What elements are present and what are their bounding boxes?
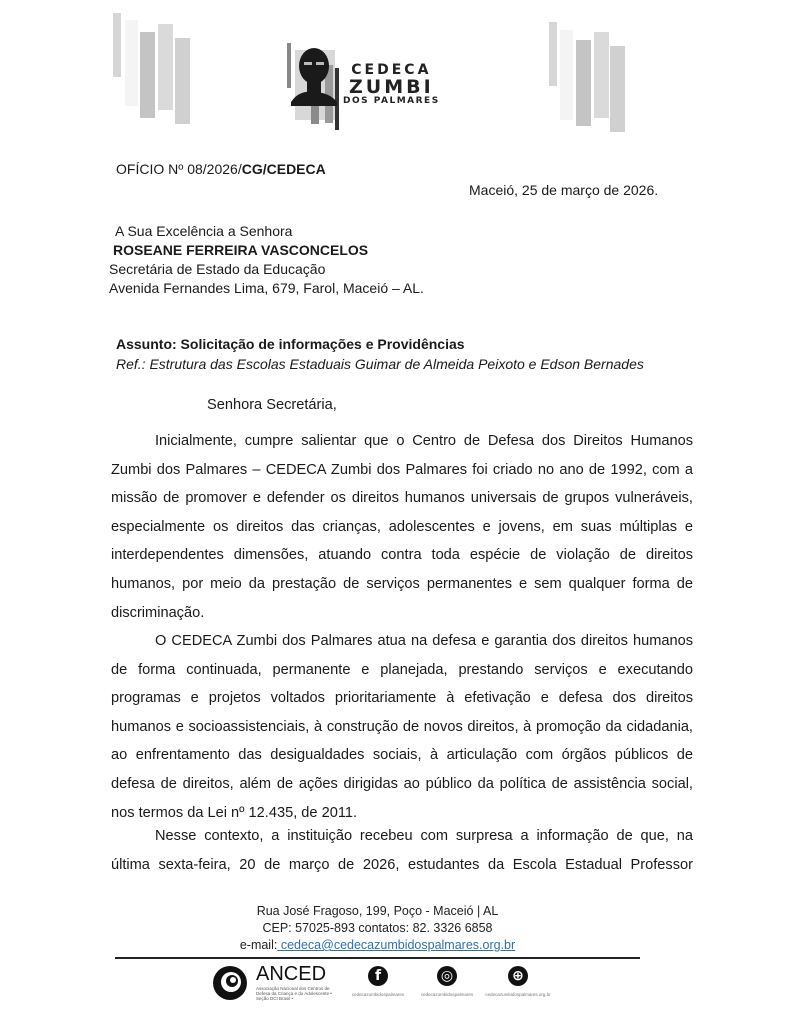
anced-emblem-icon [210,963,250,1003]
website-handle: cedecazumbidospalmares.org.br [485,992,551,997]
recipient-name: ROSEANE FERREIRA VASCONCELOS [113,242,369,258]
subject: Assunto: Solicitação de informações e Providências [116,336,465,352]
globe-www-icon: ⊕ [508,966,528,986]
cedeca-logo [285,40,485,130]
portrait-emblem-icon [285,40,345,130]
reference-line: Ref.: Estrutura das Escolas Estaduais Guimar de Almeida Peixoto e Edson Bernades [116,356,644,372]
paragraph-1: Inicialmente, cumpre salientar que o Centro de Defesa dos Direitos Humanos Zumbi dos Palmares – CEDECA Zumbi dos Palmares foi criado no ano de 1992, com a missão de promover e defender os direitos humanos universais de grupos vulneráveis, especialmente os direitos das crianças, adolescentes e jovens, em suas múltiplas e interdependentes dimensões, atuando contra toda espécie de violação de direitos humanos, por meio da prestação de serviços permanentes e sem qualquer forma de discriminação. [111,433,693,621]
logo-line-2: ZUMBI [349,76,434,98]
paragraph-3: Nesse contexto, a instituição recebeu com surpresa a informação de que, na última sexta-feira, 20 de março de 2026, estudantes da Escola Estadual Professor [111,828,693,873]
social-instagram[interactable] [407,966,487,997]
letter-body [111,427,693,627]
place-date: Maceió, 25 de março de 2026. [469,182,659,198]
greeting: Senhora Secretária, [207,397,337,413]
footer-email-line [115,937,640,954]
anced-title: ANCED [256,963,327,985]
facebook-icon: f [368,966,388,986]
oficio-reference [116,160,326,178]
recipient-salutation: A Sua Excelência a Senhora [115,223,293,239]
footer-divider [115,957,640,959]
oficio-reference-prefix: OFÍCIO Nº 08/2026/ [116,161,242,177]
letter-body-2 [111,627,693,827]
letter-body-3 [111,822,693,879]
recipient-address: Avenida Fernandes Lima, 679, Farol, Maceió – AL. [109,280,424,296]
social-facebook[interactable] [338,966,418,997]
recipient-title: Secretária de Estado da Educação [109,261,326,277]
paragraph-2: O CEDECA Zumbi dos Palmares atua na defesa e garantia dos direitos humanos de forma continuada, permanente e planejada, prestando serviços e executando programas e projetos voltados prioritariamente à efetivação e defesa dos direitos humanos e socioassistenciais, à construção de novos direitos, à promoção da cidadania, ao enfrentamento das desigualdades sociais, à articulação com órgãos públicos de defesa de direitos, além de ações dirigidas ao público da política de assistência social, nos termos da Lei nº 12.435, de 2011. [111,633,693,821]
oficio-reference-bold: CG/CEDECA [241,161,326,177]
logo-line-1: CEDECA [351,62,432,78]
anced-subtitle: Associação Nacional dos Centros de Defesa da Criança e do Adolescente • Seção DCI Brasil • [256,986,332,1001]
facebook-handle: cedecazumbidospalmares [351,992,405,997]
social-website[interactable] [478,966,558,997]
footer-email-link[interactable]: cedeca@cedecazumbidospalmares.org.br [277,938,516,952]
logo-line-3: DOS PALMARES [343,96,440,106]
instagram-handle: cedecazumbidospalmares [420,992,474,997]
instagram-icon: ◎ [437,966,457,986]
footer-address: Rua José Fragoso, 199, Poço - Maceió | AL [256,904,499,918]
anced-logo [210,963,340,1003]
footer-email-label: e-mail: [239,938,278,952]
footer-contacts: CEP: 57025-893 contatos: 82. 3326 6858 [262,921,493,935]
